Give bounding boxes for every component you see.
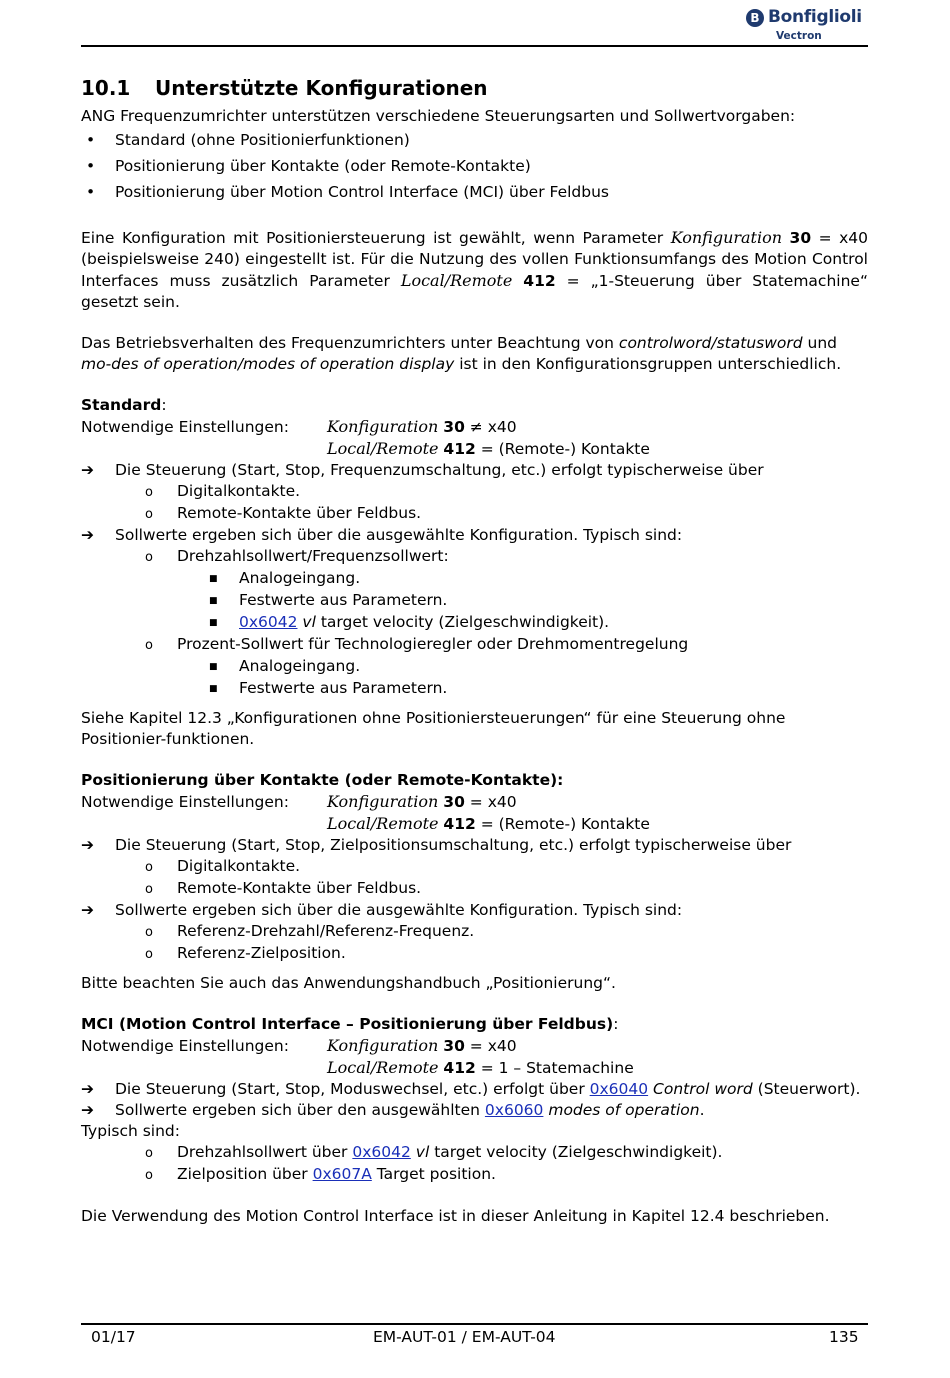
- text-run: .: [699, 1101, 705, 1119]
- param-name: Konfiguration: [327, 1036, 439, 1055]
- brand-name: Bonfiglioli: [768, 7, 862, 27]
- sub-sub-item: [81, 590, 868, 612]
- arrow-text: Sollwerte ergeben sich über die ausgewählte Konfiguration. Typisch sind:: [115, 901, 683, 919]
- param-number: 30: [789, 229, 812, 247]
- sub-sub-item-text: Festwerte aus Parametern.: [239, 591, 448, 609]
- text-run: Target position.: [371, 1165, 496, 1183]
- param-name: Local/Remote: [327, 1058, 439, 1077]
- sub-item: [81, 856, 868, 878]
- arrow-right-icon: ➔: [81, 526, 94, 544]
- arrow-right-icon: ➔: [81, 901, 94, 919]
- circle-bullet-icon: o: [145, 1168, 153, 1183]
- sub-item: [81, 481, 868, 503]
- italic-term: modes of operation: [548, 1101, 700, 1119]
- arrow-item: [81, 1079, 868, 1100]
- sub-item-text: Remote-Kontakte über Feldbus.: [177, 879, 422, 897]
- text-run: Die Steuerung (Start, Stop, Moduswechsel, etc.) erfolgt über: [115, 1080, 590, 1098]
- sub-sub-item-text: Festwerte aus Parametern.: [239, 679, 448, 697]
- square-bullet-icon: ■: [209, 574, 218, 584]
- list-item: • Positionierung über Kontakte (oder Remote-Kontakte): [81, 153, 868, 179]
- settings-row: [81, 1057, 868, 1079]
- text-run: Das Betriebsverhalten des Frequenzumrichters unter Beachtung von: [81, 334, 619, 352]
- sub-item-text: Remote-Kontakte über Feldbus.: [177, 504, 422, 522]
- brand-sub: Vectron: [776, 30, 822, 42]
- italic-term: controlword/statusword: [618, 334, 803, 352]
- positioning-heading: Positionierung über Kontakte (oder Remote-Kontakte):: [81, 771, 564, 789]
- sub-item-text: Digitalkontakte.: [177, 482, 301, 500]
- page-content: [81, 74, 868, 1227]
- circle-bullet-icon: o: [145, 507, 153, 522]
- circle-bullet-icon: o: [145, 925, 153, 940]
- settings-label: Notwendige Einstellungen:: [81, 793, 289, 811]
- text-run: = x40 (beispielsweise 240) eingestellt ist. Für die Nutzung des vollen Funktionsumfangs des Motion Control Interfaces muss zusätzlich Parameter: [81, 229, 868, 290]
- sub-item: [81, 1164, 868, 1186]
- settings-row: [81, 813, 868, 835]
- arrow-right-icon: ➔: [81, 461, 94, 479]
- configuration-list: [81, 127, 868, 205]
- param-value: = x40: [464, 793, 517, 811]
- circle-bullet-icon: o: [145, 638, 153, 653]
- arrow-item: [81, 1100, 868, 1121]
- sub-sub-item: [81, 568, 868, 590]
- heading-text: MCI (Motion Control Interface – Positionierung über Feldbus): [81, 1015, 614, 1033]
- sub-item-text: Drehzahlsollwert/Frequenzsollwert:: [177, 547, 449, 565]
- sub-item: [81, 634, 868, 656]
- circle-bullet-icon: o: [145, 860, 153, 875]
- param-number: 30: [443, 1037, 465, 1055]
- text-run: Zielposition über: [177, 1165, 313, 1183]
- text-run: Drehzahlsollwert über: [177, 1143, 353, 1161]
- section-heading: [81, 74, 868, 102]
- arrow-text: Die Steuerung (Start, Stop, Zielpositionsumschaltung, etc.) erfolgt typischerweise über: [115, 836, 792, 854]
- sub-sub-item: [81, 612, 868, 634]
- arrow-right-icon: ➔: [81, 836, 94, 854]
- square-bullet-icon: ■: [209, 596, 218, 606]
- square-bullet-icon: ■: [209, 684, 218, 694]
- config-paragraph: [81, 227, 868, 313]
- heading-colon: :: [161, 396, 167, 414]
- list-item: • Positionierung über Motion Control Interface (MCI) über Feldbus: [81, 179, 868, 205]
- settings-label: Notwendige Einstellungen:: [81, 418, 289, 436]
- param-value: = (Remote-) Kontakte: [475, 440, 650, 458]
- see-also-text: Siehe Kapitel 12.3 „Konfigurationen ohne Positioniersteuerungen“ für eine Steuerung ohne Positionier-funktionen.: [81, 709, 786, 748]
- italic-term: vl: [302, 613, 316, 631]
- footer-date: 01/17: [91, 1328, 136, 1346]
- settings-label: Notwendige Einstellungen:: [81, 1037, 289, 1055]
- footer-divider: [81, 1323, 868, 1325]
- bonfiglioli-logo: [746, 7, 871, 45]
- settings-row: [81, 1035, 868, 1057]
- sub-item-text: Digitalkontakte.: [177, 857, 301, 875]
- object-link-6040[interactable]: 0x6040: [589, 1080, 649, 1098]
- sub-sub-item-text: target velocity (Zielgeschwindigkeit).: [315, 613, 610, 631]
- settings-row: [81, 438, 868, 460]
- sub-item: [81, 878, 868, 900]
- settings-row: [81, 416, 868, 438]
- sub-item-text: Prozent-Sollwert für Technologieregler oder Drehmomentregelung: [177, 635, 689, 653]
- param-value: = 1 – Statemachine: [475, 1059, 634, 1077]
- square-bullet-icon: ■: [209, 618, 218, 628]
- arrow-item: [81, 460, 868, 481]
- list-item: • Standard (ohne Positionierfunktionen): [81, 127, 868, 153]
- closing-text: Die Verwendung des Motion Control Interface ist in dieser Anleitung in Kapitel 12.4 beschrieben.: [81, 1207, 830, 1225]
- param-number: 30: [443, 418, 465, 436]
- param-number: 412: [443, 815, 476, 833]
- header-divider: [81, 45, 868, 47]
- param-name: Local/Remote: [327, 439, 439, 458]
- param-value: = x40: [464, 1037, 517, 1055]
- footer-page-number: 135: [829, 1328, 859, 1346]
- sub-sub-item: [81, 656, 868, 678]
- param-number: 412: [523, 272, 556, 290]
- sub-item: [81, 943, 868, 965]
- param-name: Local/Remote: [400, 271, 513, 290]
- circle-bullet-icon: o: [145, 485, 153, 500]
- text-run: Sollwerte ergeben sich über den ausgewählten: [115, 1101, 485, 1119]
- italic-term: Control word: [653, 1080, 753, 1098]
- param-value: ≠ x40: [464, 418, 517, 436]
- heading-colon: :: [613, 1015, 619, 1033]
- arrow-item: [81, 835, 868, 856]
- section-title: Unterstützte Konfigurationen: [155, 76, 488, 100]
- sub-item-text: Referenz-Drehzahl/Referenz-Frequenz.: [177, 922, 475, 940]
- sub-item: [81, 1142, 868, 1164]
- text-run: ist in den Konfigurationsgruppen unterschiedlich.: [454, 355, 842, 373]
- circle-bullet-icon: o: [145, 947, 153, 962]
- typical-label: Typisch sind:: [81, 1122, 180, 1140]
- circle-bullet-icon: o: [145, 882, 153, 897]
- param-number: 412: [443, 440, 476, 458]
- object-link-6042[interactable]: 0x6042: [352, 1143, 411, 1161]
- text-run: target velocity (Zielgeschwindigkeit).: [429, 1143, 723, 1161]
- behavior-paragraph: [81, 333, 868, 375]
- object-link-6042[interactable]: 0x6042: [239, 613, 298, 631]
- param-number: 412: [443, 1059, 476, 1077]
- sub-item: [81, 503, 868, 525]
- sub-item: [81, 546, 868, 568]
- section-number: 10.1: [81, 76, 131, 100]
- positioning-note: Bitte beachten Sie auch das Anwendungshandbuch „Positionierung“.: [81, 974, 616, 992]
- arrow-item: [81, 900, 868, 921]
- text-run: = „1-Steuerung über Statemachine“ gesetzt sein.: [81, 272, 868, 311]
- sub-item: [81, 921, 868, 943]
- text-run: Eine Konfiguration mit Positioniersteuerung ist gewählt, wenn Parameter: [81, 229, 671, 247]
- standard-heading: [81, 395, 868, 416]
- param-name: Konfiguration: [327, 417, 439, 436]
- circle-bullet-icon: o: [145, 1146, 153, 1161]
- arrow-item: [81, 525, 868, 546]
- settings-row: [81, 791, 868, 813]
- param-name: Konfiguration: [670, 228, 783, 247]
- object-link-6060[interactable]: 0x6060: [484, 1101, 544, 1119]
- footer-document: EM-AUT-01 / EM-AUT-04: [373, 1328, 556, 1346]
- sub-item-text: Referenz-Zielposition.: [177, 944, 346, 962]
- italic-term: mo-des of operation/modes of operation display: [81, 355, 455, 373]
- arrow-right-icon: ➔: [81, 1080, 94, 1098]
- sub-sub-item-text: Analogeingang.: [239, 569, 361, 587]
- circle-bullet-icon: o: [145, 550, 153, 565]
- text-run: und: [802, 334, 838, 352]
- arrow-text: Sollwerte ergeben sich über die ausgewählte Konfiguration. Typisch sind:: [115, 526, 683, 544]
- param-name: Local/Remote: [327, 814, 439, 833]
- sub-sub-item-text: Analogeingang.: [239, 657, 361, 675]
- square-bullet-icon: ■: [209, 662, 218, 672]
- param-value: = (Remote-) Kontakte: [475, 815, 650, 833]
- brand-mark-icon: B: [746, 9, 764, 27]
- arrow-right-icon: ➔: [81, 1101, 94, 1119]
- param-name: Konfiguration: [327, 792, 439, 811]
- mci-heading: [81, 1014, 868, 1035]
- sub-sub-item: [81, 678, 868, 700]
- italic-term: vl: [415, 1143, 430, 1161]
- arrow-text: Die Steuerung (Start, Stop, Frequenzumschaltung, etc.) erfolgt typischerweise über: [115, 461, 764, 479]
- param-number: 30: [443, 793, 465, 811]
- intro-text: ANG Frequenzumrichter unterstützen verschiedene Steuerungsarten und Sollwertvorgaben:: [81, 107, 796, 125]
- object-link-607a[interactable]: 0x607A: [312, 1165, 372, 1183]
- text-run: (Steuerwort).: [752, 1080, 861, 1098]
- heading-text: Standard: [81, 396, 162, 414]
